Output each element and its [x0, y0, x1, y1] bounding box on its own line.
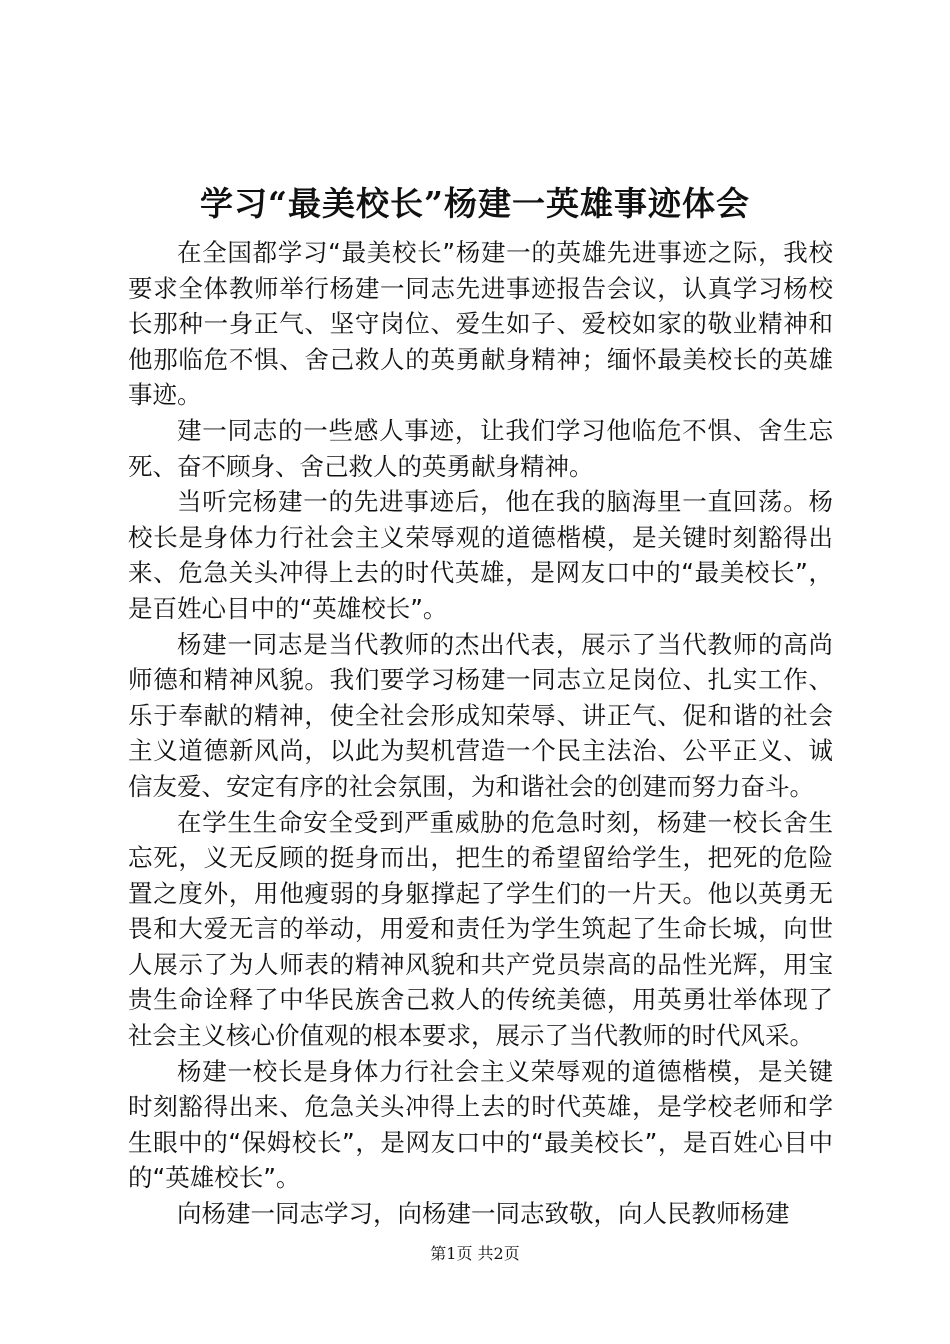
paragraph: 向杨建一同志学习，向杨建一同志致敬，向人民教师杨建 [177, 1199, 790, 1229]
paragraph: 在全国都学习“最美校长”杨建一的英雄先进事迹之际，我校要求全体教师举行杨建一同志先进事迹报告会议，认真学习杨校长那种一身正气、坚守岗位、爱生如子、爱校如家的敬业精神和他那临危不惧、舍己救人的英勇献身精神；缅怀最美校长的英雄事迹。 [128, 238, 833, 410]
paragraph: 建一同志的一些感人事迹，让我们学习他临危不惧、舍生忘死、奋不顾身、舍己救人的英勇献身精神。 [128, 415, 833, 481]
document-body [128, 235, 833, 1232]
paragraph: 杨建一校长是身体力行社会主义荣辱观的道德楷模，是关键时刻豁得出来、危急关头冲得上去的时代英雄，是学校老师和学生眼中的“保姆校长”，是网友口中的“最美校长”，是百姓心目中的“英雄校长”。 [128, 1056, 833, 1193]
paragraph: 当听完杨建一的先进事迹后，他在我的脑海里一直回荡。杨校长是身体力行社会主义荣辱观的道德楷模，是关键时刻豁得出来、危急关头冲得上去的时代英雄，是网友口中的“最美校长”，是百姓心目中的“英雄校长”。 [128, 487, 833, 623]
page-number-footer: 第1页 共2页 [430, 1244, 520, 1263]
document-title: 学习“最美校长”杨建一英雄事迹体会 [200, 184, 750, 223]
paragraph: 杨建一同志是当代教师的杰出代表，展示了当代教师的高尚师德和精神风貌。我们要学习杨建一同志立足岗位、扎实工作、乐于奉献的精神，使全社会形成知荣辱、讲正气、促和谐的社会主义道德新风尚，以此为契机营造一个民主法治、公平正义、诚信友爱、安定有序的社会氛围，为和谐社会的创建而努力奋斗。 [128, 629, 833, 801]
paragraph: 在学生生命安全受到严重威胁的危急时刻，杨建一校长舍生忘死，义无反顾的挺身而出，把生的希望留给学生，把死的危险置之度外，用他瘦弱的身躯撑起了学生们的一片天。他以英勇无畏和大爱无言的举动，用爱和责任为学生筑起了生命长城，向世人展示了为人师表的精神风貌和共产党员崇高的品性光辉，用宝贵生命诠释了中华民族舍己救人的传统美德，用英勇壮举体现了社会主义核心价值观的根本要求，展示了当代教师的时代风采。 [128, 807, 833, 1051]
